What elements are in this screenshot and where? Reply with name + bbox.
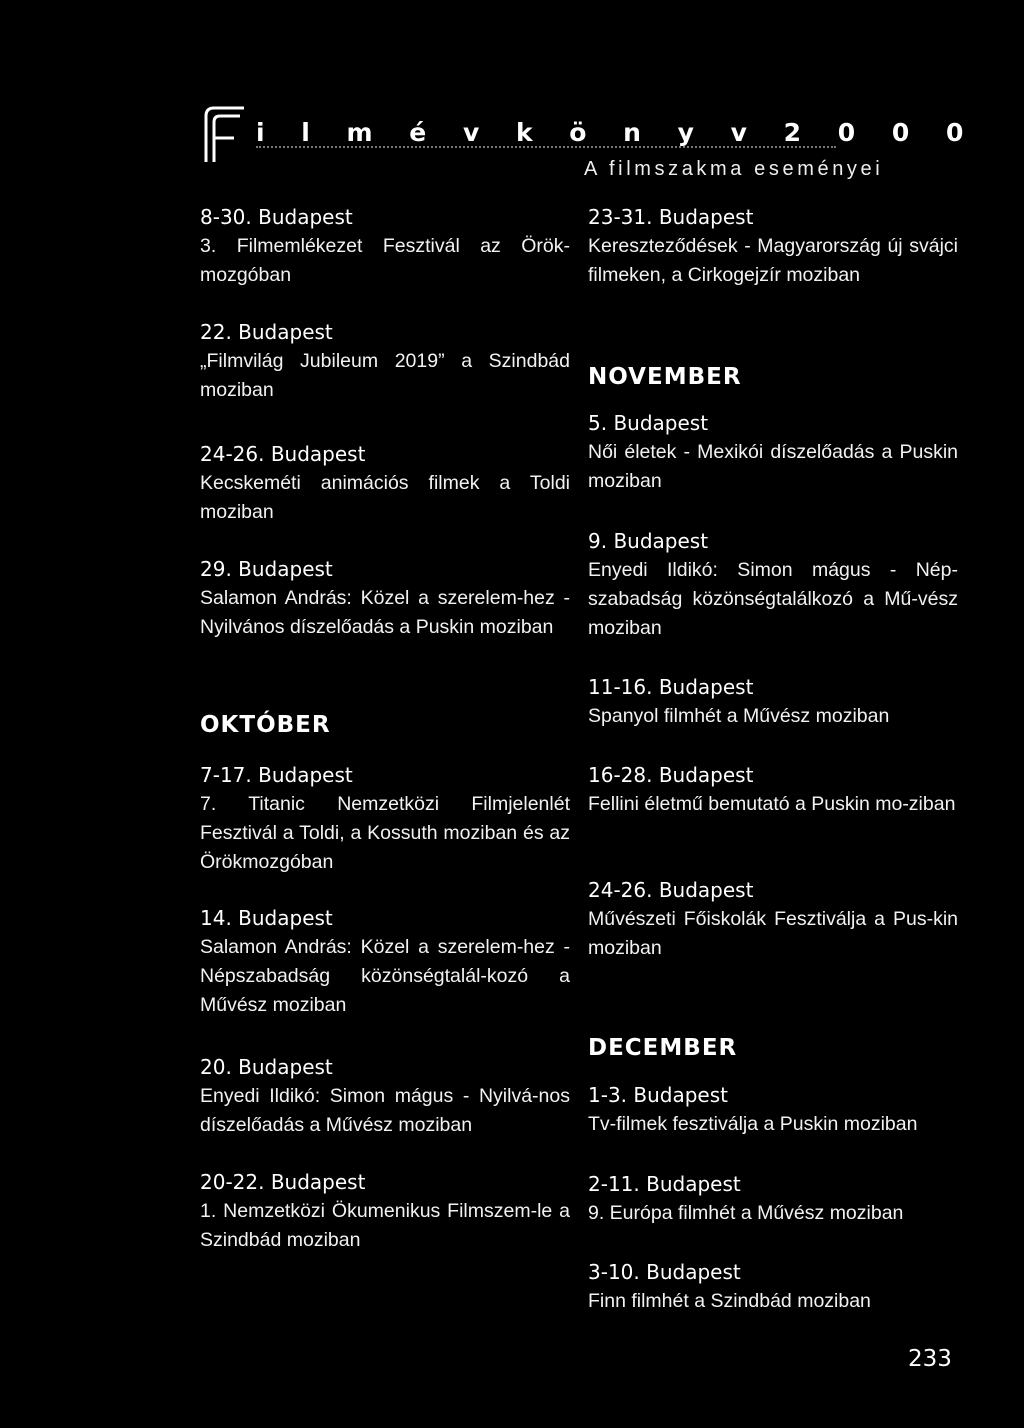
event-date: 5. Budapest: [588, 411, 709, 435]
event-date: 14. Budapest: [200, 906, 333, 930]
event-description: Női életek - Mexikói díszelőadás a Puskin moziban: [588, 441, 958, 492]
filmevkonyv-logo: [204, 106, 248, 164]
event-description: Művészeti Főiskolák Fesztiválja a Pus-kin moziban: [588, 908, 958, 959]
event-description: Spanyol filmhét a Művész moziban: [588, 705, 890, 727]
event-entry: [200, 1053, 570, 1140]
page-number: 233: [908, 1346, 952, 1372]
event-description: Salamon András: Közel a szerelem-hez - Népszabadság közönségtalál-kozó a Művész moziban: [200, 936, 570, 1016]
header-subtitle: A filmszakma eseményei: [584, 158, 884, 180]
event-entry: [588, 409, 958, 496]
event-date: 23-31. Budapest: [588, 205, 754, 229]
event-entry: [588, 203, 958, 290]
event-entry: [588, 876, 958, 963]
month-heading-october: OKTÓBER: [200, 712, 331, 738]
event-description: Kereszteződések - Magyarország új svájci filmeken, a Cirkogejzír moziban: [588, 235, 958, 286]
event-date: 1-3. Budapest: [588, 1083, 728, 1107]
event-entry: [588, 761, 958, 819]
event-description: 9. Európa filmhét a Művész moziban: [588, 1202, 904, 1224]
event-description: Kecskeméti animációs filmek a Toldi moziban: [200, 472, 570, 523]
event-date: 20. Budapest: [200, 1055, 333, 1079]
event-description: 1. Nemzetközi Ökumenikus Filmszem-le a Szindbád moziban: [200, 1200, 570, 1251]
event-entry: [588, 1170, 958, 1228]
event-entry: [200, 904, 570, 1020]
event-entry: [200, 318, 570, 405]
event-date: 24-26. Budapest: [588, 878, 754, 902]
event-description: 3. Filmemlékezet Fesztivál az Örök-mozgóban: [200, 235, 570, 286]
event-description: Finn filmhét a Szindbád moziban: [588, 1290, 871, 1312]
event-date: 20-22. Budapest: [200, 1170, 366, 1194]
event-description: Enyedi Ildikó: Simon mágus - Nyilvá-nos díszelőadás a Művész moziban: [200, 1085, 570, 1136]
event-entry: [588, 527, 958, 643]
event-entry: [588, 1258, 958, 1316]
event-date: 22. Budapest: [200, 320, 333, 344]
event-date: 24-26. Budapest: [200, 442, 366, 466]
event-date: 8-30. Budapest: [200, 205, 353, 229]
event-date: 3-10. Budapest: [588, 1260, 741, 1284]
header-divider: [256, 146, 836, 152]
event-date: 11-16. Budapest: [588, 675, 754, 699]
event-description: „Filmvilág Jubileum 2019” a Szindbád moziban: [200, 350, 570, 401]
event-description: Salamon András: Közel a szerelem-hez - Nyilvános díszelőadás a Puskin moziban: [200, 587, 570, 638]
event-date: 9. Budapest: [588, 529, 709, 553]
event-description: Enyedi Ildikó: Simon mágus - Nép-szabadság közönségtalálkozó a Mű-vész moziban: [588, 559, 958, 639]
event-date: 16-28. Budapest: [588, 763, 754, 787]
event-entry: [200, 1168, 570, 1255]
month-heading-november: NOVEMBER: [588, 364, 742, 390]
header-title: i l m é v k ö n y v 2 0 0 0: [256, 118, 978, 147]
event-entry: [588, 673, 958, 731]
event-date: 7-17. Budapest: [200, 763, 353, 787]
event-date: 2-11. Budapest: [588, 1172, 741, 1196]
event-description: Fellini életmű bemutató a Puskin mo-ziban: [588, 793, 956, 815]
event-date: 29. Budapest: [200, 557, 333, 581]
event-description: 7. Titanic Nemzetközi Filmjelenlét Fesztivál a Toldi, a Kossuth moziban és az Örökmozgóban: [200, 793, 570, 873]
event-entry: [200, 203, 570, 290]
event-entry: [200, 761, 570, 877]
event-entry: [200, 440, 570, 527]
event-entry: [200, 555, 570, 642]
month-heading-december: DECEMBER: [588, 1035, 738, 1061]
event-description: Tv-filmek fesztiválja a Puskin moziban: [588, 1113, 918, 1135]
event-entry: [588, 1081, 958, 1139]
